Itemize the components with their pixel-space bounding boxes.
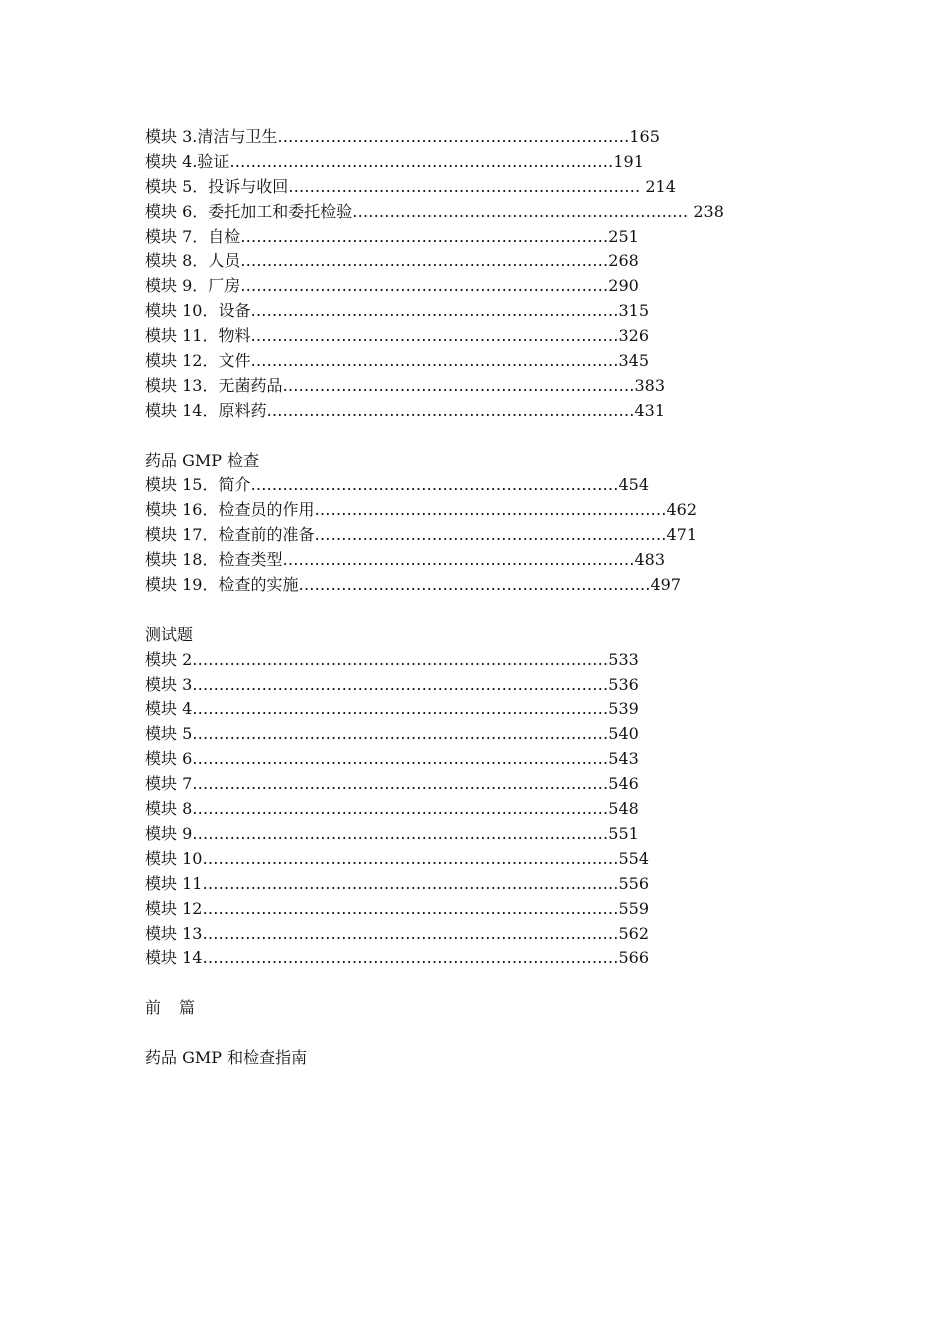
toc-page-number: 214 (645, 176, 676, 196)
toc-leader: …………………………………………………………… (250, 326, 619, 346)
toc-page-number: 326 (618, 326, 649, 346)
toc-section-2 (145, 449, 705, 598)
toc-entry[interactable] (145, 523, 705, 548)
toc-entry[interactable] (145, 249, 705, 274)
toc-entry-label: 模块 6 (145, 749, 193, 769)
toc-entry[interactable] (145, 175, 705, 200)
toc-leader: …………………………………………………………………… (192, 699, 609, 719)
toc-leader: …………………………………………………………………… (202, 923, 619, 943)
toc-entry[interactable] (145, 274, 705, 299)
toc-page (145, 125, 724, 1071)
toc-page-number: 539 (608, 699, 639, 719)
toc-entry[interactable] (145, 324, 705, 349)
toc-entry[interactable] (145, 872, 705, 897)
toc-leader: …………………………………………………………………… (192, 649, 609, 669)
toc-page-number: 551 (608, 823, 639, 843)
toc-page-number: 562 (618, 923, 649, 943)
toc-leader: …………………………………………………………… (266, 400, 635, 420)
toc-entry-label: 模块 8．人员 (145, 251, 241, 271)
toc-entry-label: 模块 19．检查的实施 (145, 575, 299, 595)
toc-page-number: 559 (618, 898, 649, 918)
toc-entry[interactable] (145, 473, 705, 498)
toc-entry-label: 模块 17．检查前的准备 (145, 525, 315, 545)
toc-entry-label: 模块 12 (145, 898, 203, 918)
toc-page-number: 471 (666, 525, 697, 545)
section-gap (145, 598, 705, 623)
section-heading: 药品 GMP 检查 (145, 450, 260, 470)
toc-leader: …………………………………………………………………… (192, 749, 609, 769)
toc-page-number: 536 (608, 674, 639, 694)
toc-page-number: 566 (618, 948, 649, 968)
toc-entry-label: 模块 14 (145, 948, 203, 968)
toc-leader: ………………………………………………………… (277, 127, 630, 146)
section-heading-guide: 药品 GMP 和检查指南 (145, 1047, 308, 1067)
toc-leader: …………………………………………………………………… (202, 848, 619, 868)
toc-page-number: 548 (608, 799, 639, 819)
toc-page-number: 383 (634, 375, 665, 395)
section-heading-preface: 前篇 (145, 998, 214, 1018)
toc-entry[interactable] (145, 374, 705, 399)
toc-leader: …………………………………………………………… (250, 301, 619, 321)
toc-entry[interactable] (145, 225, 705, 250)
toc-section-3 (145, 623, 705, 971)
section-gap (145, 424, 705, 449)
section-gap (145, 971, 705, 996)
toc-entry[interactable] (145, 822, 705, 847)
toc-entry-label: 模块 10 (145, 848, 203, 868)
toc-page-number: 462 (666, 500, 697, 520)
toc-leader: …………………………………………………………………… (192, 823, 609, 843)
toc-entry-label: 模块 11．物料 (145, 326, 251, 346)
toc-entry-label: 模块 7．自检 (145, 226, 241, 246)
toc-page-number: 268 (608, 251, 639, 271)
toc-page-number: 290 (608, 276, 639, 296)
toc-leader: ………………………………………………………… (288, 176, 646, 196)
toc-leader: …………………………………………………………………… (192, 774, 609, 794)
toc-entry-label: 模块 8 (145, 799, 193, 819)
toc-page-number: 345 (618, 351, 649, 371)
toc-page-number: 497 (650, 575, 681, 595)
toc-leader: …………………………………………………………… (240, 226, 609, 246)
toc-leader: …………………………………………………………… (250, 475, 619, 495)
toc-entry-label: 模块 5．投诉与收回 (145, 176, 289, 196)
toc-leader: ………………………………………………………… (282, 550, 635, 570)
toc-page-number: 238 (693, 201, 724, 221)
toc-entry[interactable] (145, 498, 705, 523)
toc-entry[interactable] (145, 847, 705, 872)
toc-leader: …………………………………………………………… (240, 251, 609, 271)
toc-page-number: 540 (608, 724, 639, 744)
toc-entry-label: 模块 3.清洁与卫生 (145, 127, 278, 146)
toc-entry[interactable] (145, 797, 705, 822)
toc-entry-label: 模块 3 (145, 674, 193, 694)
toc-entry-label: 模块 4 (145, 699, 193, 719)
toc-entry[interactable] (145, 772, 705, 797)
section-heading: 测试题 (145, 624, 194, 644)
toc-entry[interactable] (145, 648, 705, 673)
toc-entry[interactable] (145, 673, 705, 698)
toc-entry[interactable] (145, 200, 724, 225)
toc-entry-label: 模块 2 (145, 649, 193, 669)
toc-entry[interactable] (145, 548, 705, 573)
toc-entry-label: 模块 12．文件 (145, 351, 251, 371)
toc-entry-label: 模块 13．无菌药品 (145, 375, 283, 395)
toc-entry[interactable] (145, 946, 705, 971)
toc-leader: ……………………………………………………………… (229, 151, 614, 171)
toc-entry[interactable] (145, 399, 705, 424)
toc-page-number: 431 (634, 400, 665, 420)
toc-entry-label: 模块 18．检查类型 (145, 550, 283, 570)
toc-page-number: 165 (629, 127, 660, 146)
toc-entry-label: 模块 16．检查员的作用 (145, 500, 315, 520)
toc-page-number: 483 (634, 550, 665, 570)
toc-entry-label: 模块 5 (145, 724, 193, 744)
toc-leader: …………………………………………………………………… (202, 898, 619, 918)
toc-leader: ………………………………………………………… (298, 575, 651, 595)
toc-page-number: 191 (613, 151, 644, 171)
toc-leader: …………………………………………………………………… (202, 873, 619, 893)
toc-entry-label: 模块 9．厂房 (145, 276, 241, 296)
toc-page-number: 533 (608, 649, 639, 669)
toc-entry-label: 模块 14．原料药 (145, 400, 267, 420)
toc-section-1 (145, 125, 724, 424)
toc-entry[interactable] (145, 573, 705, 598)
toc-entry[interactable] (145, 897, 705, 922)
toc-page-number: 556 (618, 873, 649, 893)
toc-page-number: 543 (608, 749, 639, 769)
toc-entry[interactable] (145, 722, 705, 747)
toc-entry-label: 模块 6．委托加工和委托检验 (145, 201, 353, 221)
toc-leader: …………………………………………………………………… (192, 674, 609, 694)
toc-leader: …………………………………………………………… (250, 351, 619, 371)
toc-entry[interactable] (145, 125, 705, 150)
toc-entry[interactable] (145, 922, 705, 947)
section-gap (145, 1021, 705, 1046)
toc-leader: …………………………………………………………… (240, 276, 609, 296)
toc-page-number: 454 (618, 475, 649, 495)
toc-leader: ……………………………………………………… (352, 201, 694, 221)
toc-entry[interactable] (145, 150, 705, 175)
toc-entry-label: 模块 4.验证 (145, 151, 230, 171)
toc-entry[interactable] (145, 349, 705, 374)
toc-entry[interactable] (145, 299, 705, 324)
toc-leader: ………………………………………………………… (282, 375, 635, 395)
toc-entry-label: 模块 7 (145, 774, 193, 794)
toc-page-number: 315 (618, 301, 649, 321)
toc-leader: ………………………………………………………… (314, 500, 667, 520)
toc-entry-label: 模块 10．设备 (145, 301, 251, 321)
toc-entry[interactable] (145, 697, 705, 722)
toc-leader: …………………………………………………………………… (192, 724, 609, 744)
toc-leader: ………………………………………………………… (314, 525, 667, 545)
toc-entry-label: 模块 15．简介 (145, 475, 251, 495)
toc-entry-label: 模块 13 (145, 923, 203, 943)
toc-page-number: 251 (608, 226, 639, 246)
toc-leader: …………………………………………………………………… (202, 948, 619, 968)
toc-entry[interactable] (145, 747, 705, 772)
toc-page-number: 546 (608, 774, 639, 794)
toc-leader: …………………………………………………………………… (192, 799, 609, 819)
toc-page-number: 554 (618, 848, 649, 868)
toc-entry-label: 模块 11 (145, 873, 203, 893)
toc-entry-label: 模块 9 (145, 823, 193, 843)
